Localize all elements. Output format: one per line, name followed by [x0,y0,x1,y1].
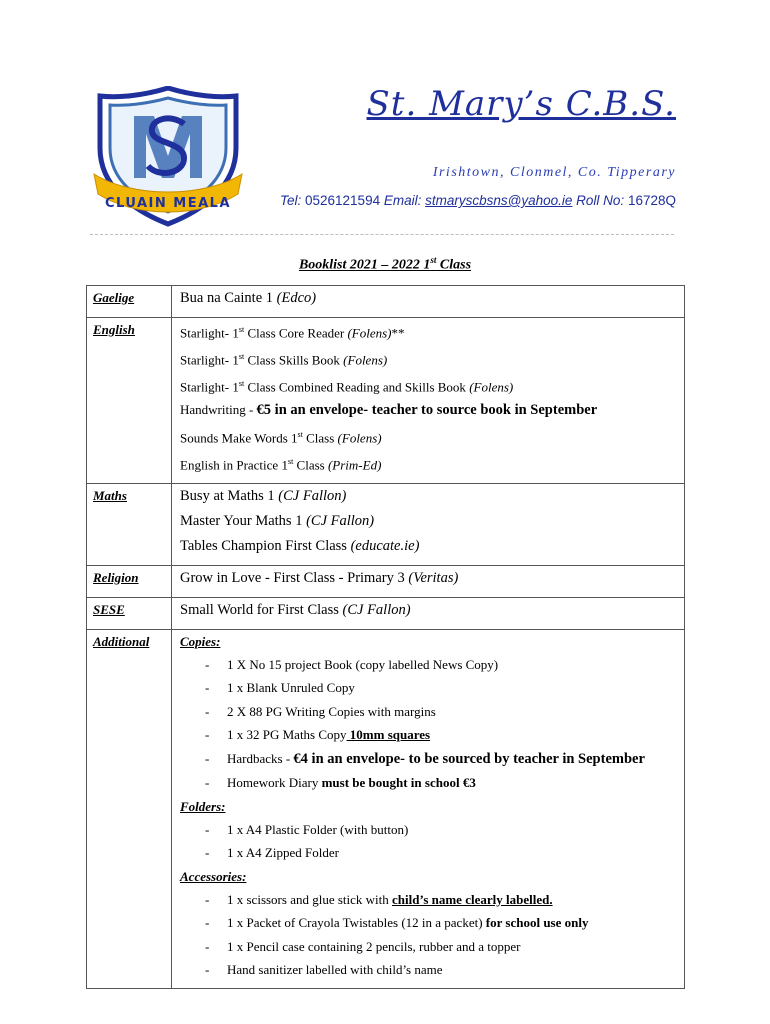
list-item: - 1 x A4 Zipped Folder [205,845,339,861]
content-additional [172,629,685,988]
subject-religion: Religion [87,565,172,597]
list-item: - 1 x Blank Unruled Copy [205,680,355,696]
contact-line [280,193,676,208]
row-sese [87,597,685,629]
subject-sese: SESE [87,597,172,629]
copies-heading: Copies: [180,633,221,649]
roll-label: Roll No: [576,193,625,208]
content-religion [172,565,685,597]
list-item: - Homework Diary must be bought in school €3 [205,775,476,791]
book-line: Tables Champion First Class (educate.ie) [180,537,420,554]
content-english [172,318,685,484]
book-line: Starlight- 1st Class Skills Book (Folens) [180,351,388,368]
tel-number: 0526121594 [305,193,381,208]
subject-maths: Maths [87,483,172,565]
list-item: - 1 x 32 PG Maths Copy 10mm squares [205,727,431,743]
content-gaelige [172,286,685,318]
list-item: - 1 x Pencil case containing 2 pencils, rubber and a topper [205,938,521,954]
list-item: - 1 x Packet of Crayola Twistables (12 in a packet) for school use only [205,915,589,931]
book-line: Sounds Make Words 1st Class (Folens) [180,429,382,446]
book-line: Bua na Cainte 1 (Edco) [180,290,317,306]
list-item: - Hand sanitizer labelled with child’s name [205,962,443,978]
row-additional [87,629,685,988]
crest-banner-text: CLUAIN MEALA [104,196,232,211]
list-item: - 1 x scissors and glue stick with child’s name clearly labelled. [205,891,553,907]
school-name: St. Mary’s C.B.S. [366,84,676,124]
row-maths [87,483,685,565]
list-item: - 2 X 88 PG Writing Copies with margins [205,703,436,719]
book-line: Grow in Love - First Class - Primary 3 (Veritas) [180,569,459,586]
row-english [87,318,685,484]
book-line: Busy at Maths 1 (CJ Fallon) [180,487,347,504]
booklist-title: Booklist 2021 – 2022 1st Class [298,255,472,273]
header-divider [90,234,674,235]
list-item: - Hardbacks - €4 in an envelope- to be sourced by teacher in September [205,750,645,767]
row-gaelige [87,286,685,318]
book-line: Handwriting - €5 in an envelope- teacher to source book in September [180,402,598,419]
accessories-heading: Accessories: [180,868,247,884]
book-line: Master Your Maths 1 (CJ Fallon) [180,512,375,529]
content-sese [172,597,685,629]
email-label: Email: [383,193,422,208]
email-link[interactable]: stmaryscbsns@yahoo.ie [425,193,573,208]
school-address: Irishtown, Clonmel, Co. Tipperary [432,165,676,180]
subject-gaelige: Gaelige [87,286,172,318]
roll-number: 16728Q [627,193,676,208]
content-maths [172,483,685,565]
subject-english: English [87,318,172,484]
list-item: - 1 X No 15 project Book (copy labelled News Copy) [205,656,499,672]
list-item: - 1 x A4 Plastic Folder (with button) [205,821,409,837]
book-line: Small World for First Class (CJ Fallon) [180,601,411,618]
book-line: Starlight- 1st Class Combined Reading and Skills Book (Folens) [180,378,514,394]
book-line: English in Practice 1st Class (Prim-Ed) [180,456,382,473]
subject-additional: Additional [87,629,172,988]
school-crest-logo [92,86,244,230]
book-line: Starlight- 1st Class Core Reader (Folens)** [180,325,405,341]
folders-heading: Folders: [180,798,226,814]
row-religion [87,565,685,597]
booklist-table [86,285,685,989]
tel-label: Tel: [279,193,302,208]
